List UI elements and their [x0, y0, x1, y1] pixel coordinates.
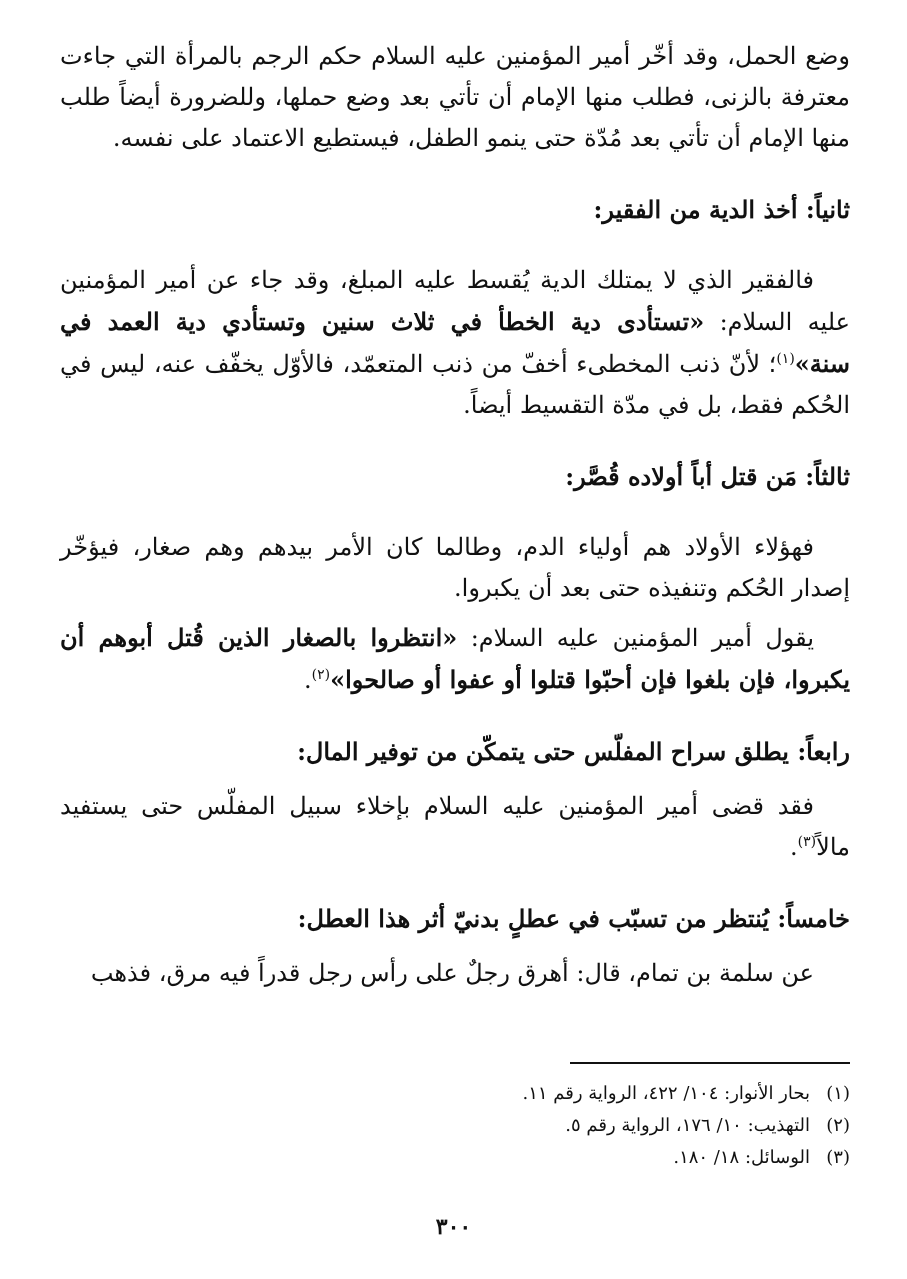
heading-third: ثالثاً: مَن قتل أباً أولاده قُصَّر:: [565, 462, 850, 491]
footnote-separator: [570, 1062, 850, 1064]
paragraph-2-intro: فالفقير الذي لا يمتلك الدية يُقسط عليه المبلغ، وقد جاء عن أمير المؤمنين عليه السلام:: [60, 266, 851, 336]
page-number: ٣٠٠: [435, 1214, 472, 1240]
footnote-ref-2: (٢): [311, 667, 331, 683]
footnote-2: [60, 1110, 850, 1142]
hadith-quote-2: «انتظروا بالصغار الذين قُتل أبوهم أن يكبروا، فإن بلغوا فإن أحبّوا قتلوا أو عفوا أو صالحوا»: [60, 623, 850, 694]
footnote-3-text: الوسائل: ١٨/ ١٨٠.: [673, 1147, 810, 1168]
footnote-2-number: (٢): [826, 1115, 850, 1136]
footnotes: [60, 1062, 850, 1174]
paragraph-2: [60, 260, 850, 426]
paragraph-4: [60, 617, 850, 701]
footnote-1: [60, 1078, 850, 1110]
footnote-1-number: (١): [826, 1083, 850, 1104]
footnote-3: [60, 1142, 850, 1174]
paragraph-1: وضع الحمل، وقد أخّر أمير المؤمنين عليه السلام حكم الرجم بالمرأة التي جاءت معترفة بالزنى، فطلب منها الإمام أن تأتي بعد وضع حملها، وللضرورة أيضاً طلب منها الإمام أن تأتي بعد مُدّة حتى ينمو الطفل، فيستطيع الاعتماد على نفسه.: [60, 42, 850, 152]
paragraph-5-end: .: [790, 833, 798, 861]
paragraph-4-intro: يقول أمير المؤمنين عليه السلام:: [457, 624, 814, 652]
paragraph-5-text: فقد قضى أمير المؤمنين عليه السلام بإخلاء سبيل المفلّس حتى يستفيد مالاً: [60, 792, 850, 861]
heading-fifth: خامساً: يُنتظر من تسبّب في عطلٍ بدنيّ أثر هذا العطل:: [297, 904, 850, 933]
heading-second: ثانياً: أخذ الدية من الفقير:: [593, 195, 850, 224]
paragraph-5: [60, 786, 850, 868]
footnote-3-number: (٣): [826, 1147, 850, 1168]
footnote-ref-1: (١): [776, 351, 795, 367]
page-body: [60, 36, 850, 994]
paragraph-3: فهؤلاء الأولاد هم أولياء الدم، وطالما كان الأمر بيدهم وهم صغار، فيؤخّر إصدار الحُكم وتنفيذه حتى بعد أن يكبروا.: [60, 533, 850, 602]
paragraph-6: عن سلمة بن تمام، قال: أهرق رجلٌ على رأس رجل قدراً فيه مرق، فذهب: [90, 959, 814, 987]
footnote-2-text: التهذيب: ١٠/ ١٧٦، الرواية رقم ٥.: [565, 1115, 810, 1136]
footnote-1-text: بحار الأنوار: ١٠٤/ ٤٢٢، الرواية رقم ١١.: [522, 1083, 810, 1104]
footnote-ref-3: (٣): [797, 834, 817, 850]
heading-fourth: رابعاً: يطلق سراح المفلّس حتى يتمكّن من توفير المال:: [297, 737, 850, 766]
paragraph-2-rest: ؛ لأنّ ذنب المخطىء أخفّ من ذنب المتعمّد، فالأوّل يخفّف عنه، ليس في الحُكم فقط، بل في مدّة التقسيط أيضاً.: [60, 350, 850, 419]
paragraph-4-rest: .: [304, 666, 312, 694]
hadith-quote-1: «تستأدى دية الخطأ في ثلاث سنين وتستأدي دية العمد في سنة»: [60, 307, 850, 378]
